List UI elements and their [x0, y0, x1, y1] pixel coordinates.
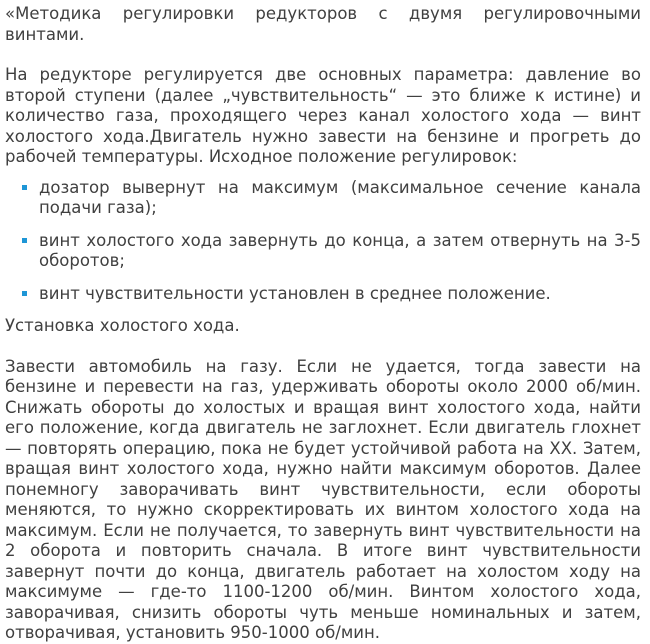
list-item-text: дозатор вывернут на максимум (максимальное сечение канала подачи газа); [39, 177, 641, 217]
list-item-text: винт холостого хода завернуть до конца, а затем отвернуть на 3-5 оборотов; [39, 230, 641, 270]
body-paragraph: Завести автомобиль на газу. Если не удается, тогда завести на бензине и перевести на газ, удерживать обороты около 2000 об/мин. Снижать обороты до холостых и вращая винт холостого хода, найти его положение, когда двигатель не заглохнет. Если двигатель глохнет — повторять операцию, пока не будет устойчивой работа на ХХ. Затем, вращая винт холостого хода, нужно найти максимум оборотов. Далее понемногу заворачивать винт чувствительности, если обороты меняются, то нужно скорректировать их винтом холостого хода на максимум. Если не получается, то завернуть винт чувствительности на 2 оборота и повторить сначала. В итоге винт чувствительности завернут почти до конца, двигатель работает на холостом ходу на максимуме — где-то 1100-1200 об/мин. Винтом холостого хода, заворачивая, снизить обороты чуть меньше номинальных и затем, отворачивая, установить 950-1000 об/мин. [5, 356, 641, 642]
list-item [22, 231, 641, 272]
bullet-list [5, 178, 641, 305]
square-bullet-icon [22, 238, 27, 243]
square-bullet-icon [22, 291, 27, 296]
list-item-text: винт чувствительности установлен в среднее положение. [39, 283, 551, 303]
list-item [22, 178, 641, 219]
square-bullet-icon [22, 185, 27, 190]
list-item [22, 284, 641, 305]
intro-paragraph: На редукторе регулируется две основных параметра: давление во второй ступени (далее „чувствительность“ — это ближе к истине) и количество газа, проходящего через канал холостого хода — винт холостого хода.Двигатель нужно завести на бензине и прогреть до рабочей температуры. Исходное положение регулировок: [5, 65, 641, 166]
title-paragraph: «Методика регулировки редукторов с двумя регулировочными винтами. [5, 4, 641, 44]
section-heading: Установка холостого хода. [5, 316, 240, 335]
